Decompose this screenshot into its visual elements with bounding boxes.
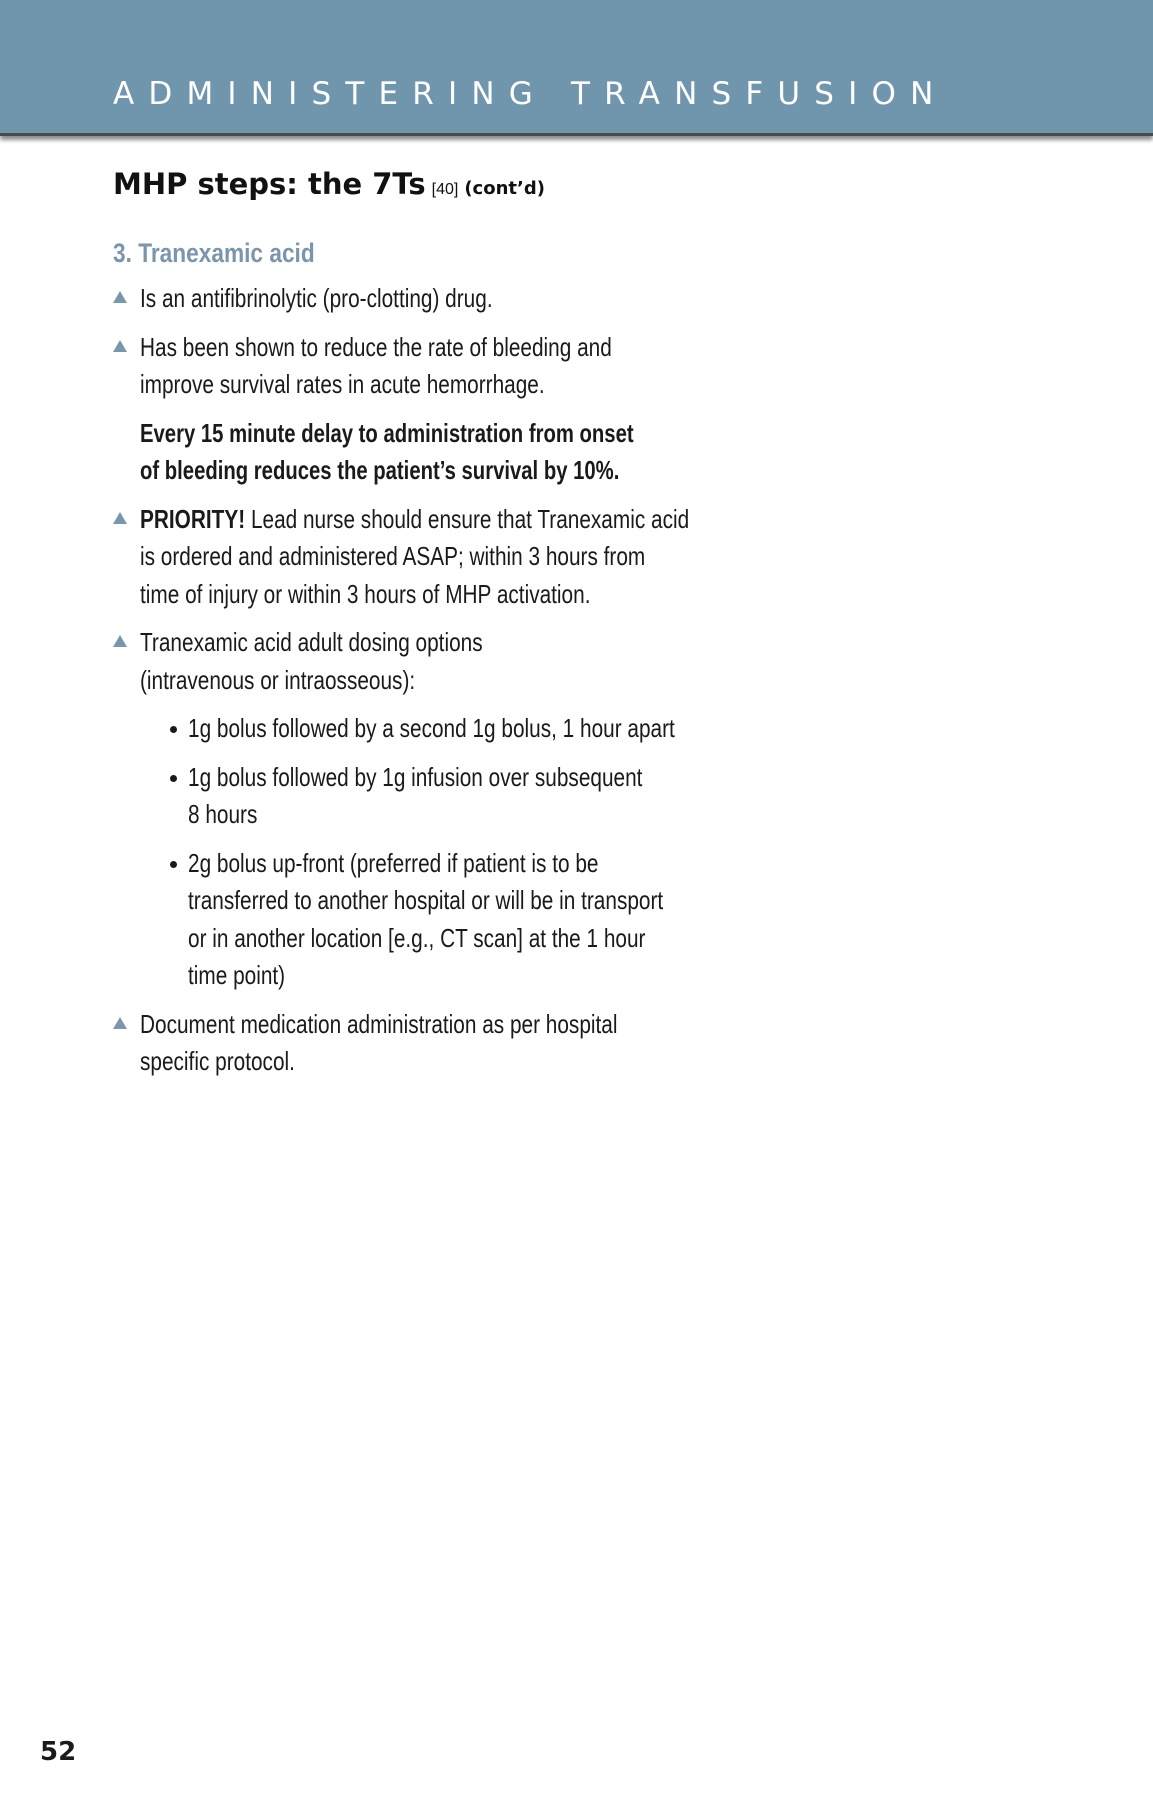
item-text: (intravenous or intraosseous):: [140, 664, 416, 695]
item-text: [140, 501, 690, 539]
dosing-options-list: [113, 710, 713, 995]
item-text: time of injury or within 3 hours of MHP activation.: [140, 578, 591, 609]
item-text: Document medication administration as per hospital: [140, 1008, 618, 1039]
header-band: [0, 0, 1153, 136]
option-text: 1g bolus followed by a second 1g bolus, 1 hour apart: [188, 713, 675, 743]
dot-bullet-icon: [170, 861, 177, 868]
option-text: or in another location [e.g., CT scan] at the 1 hour: [188, 922, 646, 953]
section-title-text: MHP steps: the 7Ts: [113, 167, 426, 201]
dosing-option: [113, 710, 713, 748]
option-text: 1g bolus followed by 1g infusion over subsequent: [188, 761, 643, 792]
triangle-bullet-icon: [113, 291, 127, 303]
triangle-bullet-icon: [113, 512, 127, 524]
reference-number: [40]: [431, 181, 459, 198]
item-text: improve survival rates in acute hemorrhage.: [140, 369, 545, 399]
list-item: [113, 329, 713, 404]
continued-label: (cont’d): [464, 178, 545, 199]
item-text: is ordered and administered ASAP; within 3 hours from: [140, 541, 646, 571]
dosing-option: [113, 759, 713, 834]
item-text: Has been shown to reduce the rate of bleeding and: [140, 331, 612, 362]
option-text: time point): [188, 960, 286, 990]
priority-text: Lead nurse should ensure that Tranexamic acid: [245, 503, 690, 534]
note-text: Every 15 minute delay to administration from onset: [140, 417, 634, 448]
dot-bullet-icon: [170, 775, 177, 782]
list-item: [113, 1006, 713, 1081]
triangle-bullet-icon: [113, 1017, 127, 1029]
page-content: [113, 160, 713, 1092]
section-title: [113, 160, 713, 214]
page-number: 52: [40, 1737, 77, 1767]
option-text: 8 hours: [188, 799, 258, 829]
bullet-list: [113, 280, 713, 1081]
list-item-dosing: [113, 624, 713, 699]
item-text: Is an antifibrinolytic (pro-clotting) drug.: [140, 283, 493, 313]
option-text: 2g bolus up-front (preferred if patient is to be: [188, 847, 599, 878]
step-heading: 3. Tranexamic acid: [113, 238, 315, 268]
emphasis-note: [113, 415, 713, 490]
list-item: [113, 280, 713, 318]
chapter-title: ADMINISTERING TRANSFUSION: [113, 76, 948, 112]
triangle-bullet-icon: [113, 635, 127, 647]
list-item-priority: [113, 501, 713, 614]
option-text: transferred to another hospital or will be in transport: [188, 885, 664, 915]
priority-label: PRIORITY!: [140, 503, 246, 534]
item-text: specific protocol.: [140, 1046, 295, 1076]
item-text: Tranexamic acid adult dosing options: [140, 627, 483, 657]
dot-bullet-icon: [170, 726, 177, 733]
dosing-option: [113, 845, 713, 995]
note-text: of bleeding reduces the patient’s survival by 10%.: [140, 455, 620, 485]
triangle-bullet-icon: [113, 340, 127, 352]
